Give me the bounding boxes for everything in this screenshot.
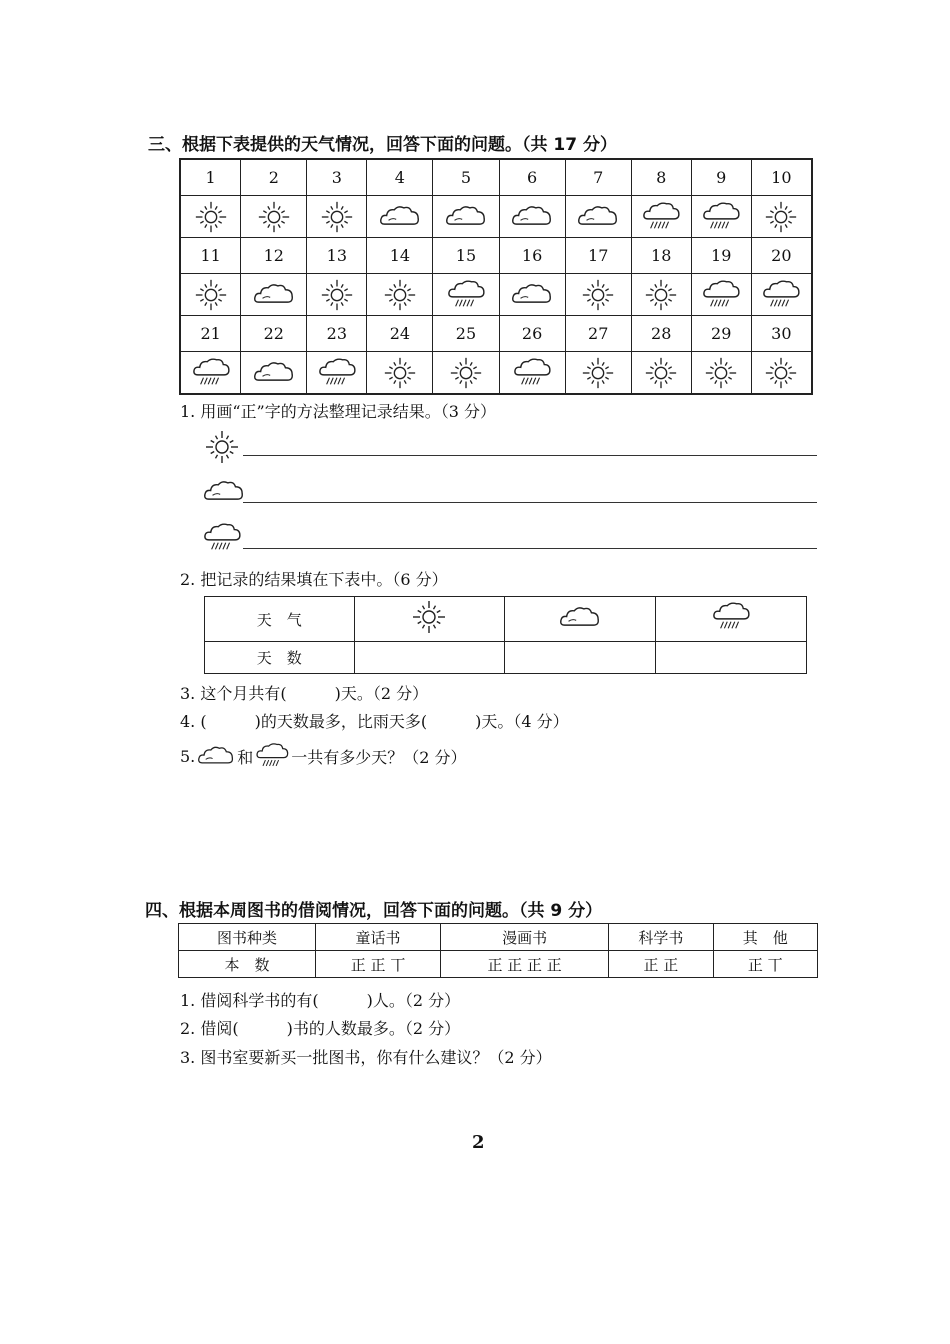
rain-icon xyxy=(433,279,498,311)
day-number: 16 xyxy=(499,238,565,274)
day-weather-cell xyxy=(565,274,631,316)
day-number: 25 xyxy=(433,316,499,352)
sun-icon xyxy=(307,199,366,235)
day-number: 11 xyxy=(180,238,241,274)
day-weather-cell xyxy=(691,274,751,316)
book-count-label: 本 数 xyxy=(179,951,316,978)
day-number: 18 xyxy=(631,238,691,274)
day-weather-cell xyxy=(241,196,307,238)
cloud-icon xyxy=(433,203,498,230)
day-weather-cell xyxy=(691,196,751,238)
sun-icon xyxy=(181,199,240,235)
cloud-icon xyxy=(197,744,235,768)
sun-icon xyxy=(181,277,240,313)
day-number: 21 xyxy=(180,316,241,352)
days-label: 天 数 xyxy=(205,642,355,674)
days-cloud-input[interactable] xyxy=(505,642,656,674)
day-number: 26 xyxy=(499,316,565,352)
day-weather-cell xyxy=(631,274,691,316)
day-weather-cell xyxy=(751,274,812,316)
day-number: 19 xyxy=(691,238,751,274)
rain-icon xyxy=(712,601,750,633)
question-2: 2. 把记录的结果填在下表中。（6 分） xyxy=(180,570,448,589)
day-weather-cell xyxy=(751,196,812,238)
day-number: 4 xyxy=(367,159,433,196)
day-number: 27 xyxy=(565,316,631,352)
tally-line-cloud[interactable] xyxy=(243,502,817,503)
cloud-icon xyxy=(203,478,245,505)
day-number: 24 xyxy=(367,316,433,352)
sun-icon xyxy=(632,355,691,391)
question-4: 4. ( )的天数最多，比雨天多( )天。（4 分） xyxy=(180,712,569,731)
day-number: 22 xyxy=(241,316,307,352)
day-weather-cell xyxy=(433,274,499,316)
day-weather-cell xyxy=(631,196,691,238)
book-count-tally: 正 正 丅 xyxy=(316,951,441,978)
day-number: 9 xyxy=(691,159,751,196)
day-weather-cell xyxy=(433,352,499,395)
sun-icon xyxy=(307,277,366,313)
book-count-tally: 正 正 xyxy=(609,951,713,978)
day-weather-cell xyxy=(565,352,631,395)
day-number: 12 xyxy=(241,238,307,274)
sun-icon xyxy=(203,428,241,466)
day-weather-cell xyxy=(565,196,631,238)
tally-row-cloud xyxy=(203,478,245,509)
sun-icon xyxy=(752,355,811,391)
sun-icon xyxy=(632,277,691,313)
cloud-icon xyxy=(559,604,601,631)
book-count-tally: 正 丅 xyxy=(713,951,817,978)
day-weather-cell xyxy=(691,352,751,395)
question-5-text: 一共有多少天？（2 分） xyxy=(291,747,467,767)
days-sun-input[interactable] xyxy=(354,642,505,674)
day-weather-cell xyxy=(499,196,565,238)
day-number: 1 xyxy=(180,159,241,196)
day-number: 10 xyxy=(751,159,812,196)
cloud-icon xyxy=(500,203,565,230)
rain-icon xyxy=(692,279,751,311)
section-4-title: 四、根据本周图书的借阅情况，回答下面的问题。（共 9 分） xyxy=(145,901,603,921)
day-number: 5 xyxy=(433,159,499,196)
book-type-header: 其 他 xyxy=(713,924,817,951)
book-table xyxy=(178,923,818,978)
section-4-question-3: 3. 图书室要新买一批图书，你有什么建议？（2 分） xyxy=(180,1048,552,1067)
section-4-question-2: 2. 借阅( )书的人数最多。（2 分） xyxy=(180,1019,461,1038)
rain-icon xyxy=(307,357,366,389)
tally-row-sun xyxy=(203,428,241,470)
day-weather-cell xyxy=(367,352,433,395)
sun-icon xyxy=(433,355,498,391)
record-rain-cell xyxy=(656,597,807,642)
day-number: 29 xyxy=(691,316,751,352)
book-count-tally: 正 正 正 正 xyxy=(441,951,609,978)
sun-icon xyxy=(692,355,751,391)
cloud-icon xyxy=(500,281,565,308)
tally-line-sun[interactable] xyxy=(243,455,817,456)
day-weather-cell xyxy=(241,352,307,395)
day-weather-cell xyxy=(499,352,565,395)
day-number: 6 xyxy=(499,159,565,196)
day-number: 14 xyxy=(367,238,433,274)
question-5-and: 和 xyxy=(237,747,254,767)
weather-table xyxy=(179,158,813,395)
cloud-icon xyxy=(367,203,432,230)
day-weather-cell xyxy=(307,196,367,238)
rain-icon xyxy=(752,279,811,311)
question-3: 3. 这个月共有( )天。（2 分） xyxy=(180,684,429,703)
day-weather-cell xyxy=(367,274,433,316)
day-number: 17 xyxy=(565,238,631,274)
days-rain-input[interactable] xyxy=(656,642,807,674)
sun-icon xyxy=(566,277,631,313)
weather-label: 天 气 xyxy=(205,597,355,642)
day-number: 20 xyxy=(751,238,812,274)
section-3-title: 三、根据下表提供的天气情况，回答下面的问题。（共 17 分） xyxy=(148,135,617,155)
day-number: 28 xyxy=(631,316,691,352)
day-weather-cell xyxy=(307,352,367,395)
question-1: 1. 用画“正”字的方法整理记录结果。（3 分） xyxy=(180,402,496,421)
page-number: 2 xyxy=(472,1132,485,1153)
book-type-label: 图书种类 xyxy=(179,924,316,951)
tally-line-rain[interactable] xyxy=(243,548,817,549)
rain-icon xyxy=(692,201,751,233)
sun-icon xyxy=(367,355,432,391)
day-number: 13 xyxy=(307,238,367,274)
question-5-number: 5. xyxy=(180,746,196,766)
book-type-header: 童话书 xyxy=(316,924,441,951)
day-weather-cell xyxy=(751,352,812,395)
day-number: 30 xyxy=(751,316,812,352)
day-weather-cell xyxy=(241,274,307,316)
rain-icon xyxy=(255,742,289,770)
day-weather-cell xyxy=(180,352,241,395)
cloud-icon xyxy=(241,359,306,386)
rain-icon xyxy=(500,357,565,389)
rain-icon xyxy=(203,522,241,554)
sun-icon xyxy=(566,355,631,391)
day-weather-cell xyxy=(433,196,499,238)
rain-icon xyxy=(181,357,240,389)
rain-icon xyxy=(632,201,691,233)
day-number: 15 xyxy=(433,238,499,274)
record-cloud-cell xyxy=(505,597,656,642)
day-weather-cell xyxy=(631,352,691,395)
cloud-icon xyxy=(566,203,631,230)
day-number: 2 xyxy=(241,159,307,196)
day-weather-cell xyxy=(499,274,565,316)
tally-row-rain xyxy=(203,522,241,558)
question-5 xyxy=(180,742,467,770)
cloud-icon xyxy=(241,281,306,308)
day-weather-cell xyxy=(367,196,433,238)
sun-icon xyxy=(410,598,448,636)
sun-icon xyxy=(367,277,432,313)
section-4-question-1: 1. 借阅科学书的有( )人。（2 分） xyxy=(180,991,461,1010)
day-number: 23 xyxy=(307,316,367,352)
record-table xyxy=(204,596,807,674)
book-type-header: 漫画书 xyxy=(441,924,609,951)
day-weather-cell xyxy=(307,274,367,316)
day-weather-cell xyxy=(180,274,241,316)
day-number: 8 xyxy=(631,159,691,196)
day-number: 3 xyxy=(307,159,367,196)
day-weather-cell xyxy=(180,196,241,238)
sun-icon xyxy=(241,199,306,235)
record-sun-cell xyxy=(354,597,505,642)
book-type-header: 科学书 xyxy=(609,924,713,951)
day-number: 7 xyxy=(565,159,631,196)
sun-icon xyxy=(752,199,811,235)
